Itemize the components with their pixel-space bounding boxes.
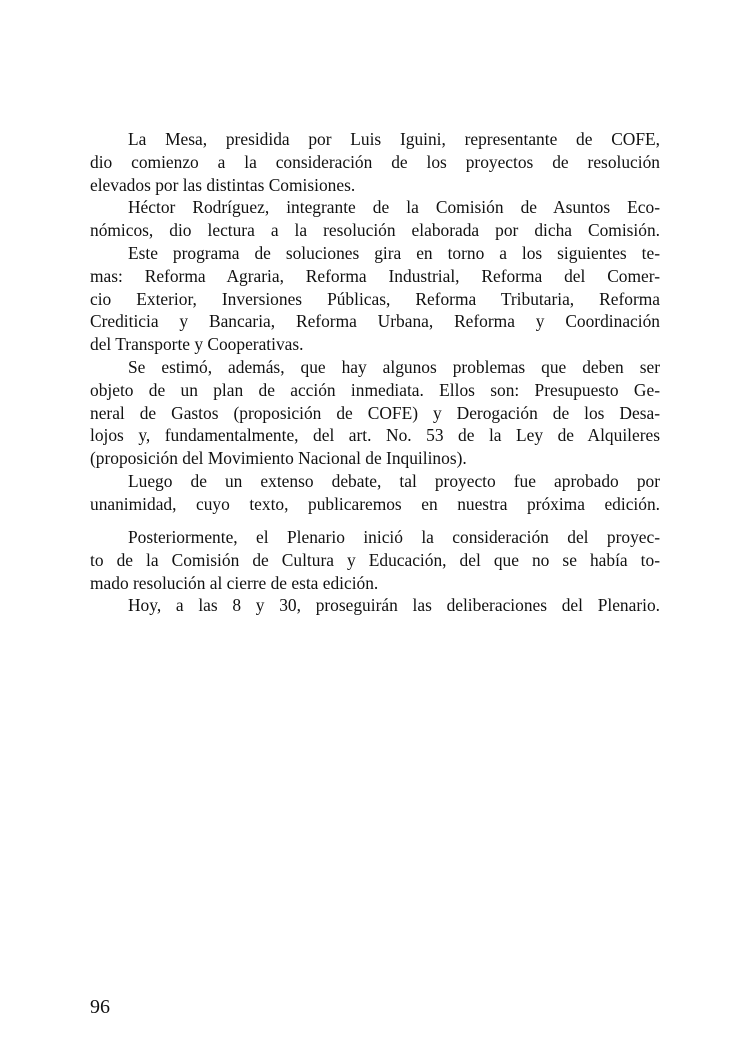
text-line: to de la Comisión de Cultura y Educación, del que no se había to- — [90, 549, 660, 570]
paragraph — [90, 526, 660, 594]
page-number: 96 — [90, 996, 110, 1018]
text-line: Se estimó, además, que hay algunos problemas que deben ser — [128, 356, 660, 377]
text-block-upper — [90, 128, 660, 516]
paragraph — [90, 128, 660, 196]
text-line: cio Exterior, Inversiones Públicas, Reforma Tributaria, Reforma — [90, 288, 660, 309]
text-line: dio comienzo a la consideración de los proyectos de resolución — [90, 151, 660, 172]
text-line: (proposición del Movimiento Nacional de Inquilinos). — [90, 448, 467, 469]
paragraph — [90, 594, 660, 617]
text-line: La Mesa, presidida por Luis Iguini, representante de COFE, — [128, 129, 660, 149]
paragraph — [90, 470, 660, 516]
text-line: Posteriormente, el Plenario inició la consideración del proyec- — [128, 527, 660, 547]
text-line: Este programa de soluciones gira en torno a los siguientes te- — [128, 242, 660, 263]
text-line: Luego de un extenso debate, tal proyecto fue aprobado por — [128, 470, 660, 491]
text-line: elevados por las distintas Comisiones. — [90, 174, 356, 195]
text-line: Hoy, a las 8 y 30, proseguirán las deliberaciones del Plenario. — [128, 595, 660, 616]
text-line: del Transporte y Cooperativas. — [90, 334, 304, 355]
paragraph — [90, 356, 660, 470]
text-line: Héctor Rodríguez, integrante de la Comisión de Asuntos Eco- — [128, 197, 660, 218]
text-line: lojos y, fundamentalmente, del art. No. 53 de la Ley de Alquileres — [90, 425, 660, 446]
text-line: neral de Gastos (proposición de COFE) y Derogación de los Desa- — [90, 402, 660, 423]
text-line: objeto de un plan de acción inmediata. Ellos son: Presupuesto Ge- — [90, 379, 660, 400]
text-line: Crediticia y Bancaria, Reforma Urbana, Reforma y Coordinación — [90, 311, 660, 332]
paragraph — [90, 242, 660, 356]
text-line: unanimidad, cuyo texto, publicaremos en nuestra próxima edición. — [90, 493, 660, 514]
text-line: mado resolución al cierre de esta edición. — [90, 572, 379, 593]
text-line: nómicos, dio lectura a la resolución elaborada por dicha Comisión. — [90, 220, 660, 241]
paragraph — [90, 196, 660, 242]
text-line: mas: Reforma Agraria, Reforma Industrial, Reforma del Comer- — [90, 265, 660, 286]
text-block-lower — [90, 526, 660, 617]
